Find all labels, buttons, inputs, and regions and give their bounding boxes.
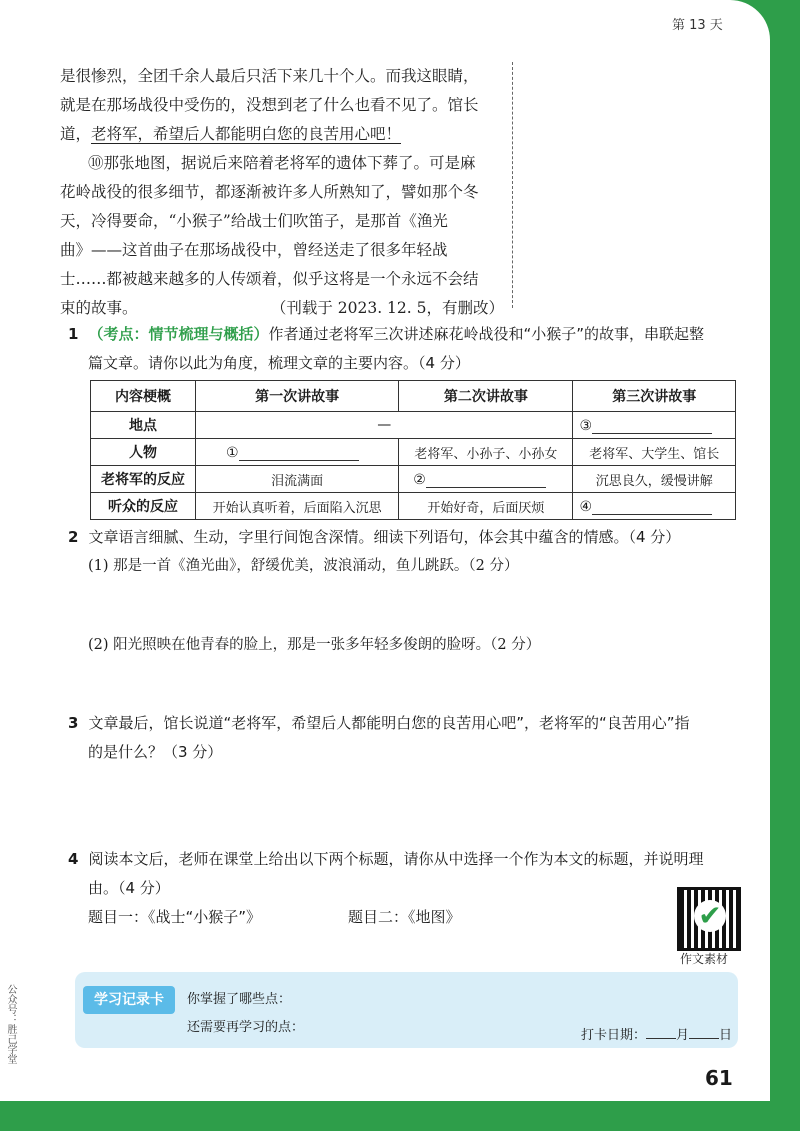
table-header: 第二次讲故事 — [399, 381, 573, 412]
passage-line — [60, 294, 512, 323]
question-text: 阅读本文后，老师在课堂上给出以下两个标题，请你从中选择一个作为本文的标题，并说明理 — [88, 850, 704, 868]
question-3 — [68, 709, 748, 767]
question-text: 文章最后，馆长说道“老将军，希望后人都能明白您的良苦用心吧”，老将军的“良苦用心”指 — [88, 714, 690, 732]
question-1-line — [68, 320, 748, 349]
question-4 — [68, 845, 748, 932]
passage-line: 是很惨烈，全团千余人最后只活下来几十个人。而我这眼睛， — [60, 67, 479, 85]
question-number: 3 — [68, 714, 79, 732]
table-cell: 泪流满面 — [196, 466, 399, 493]
question-4-line: 由。（4 分） — [88, 879, 170, 897]
question-1 — [68, 320, 748, 378]
blank-line — [426, 471, 546, 488]
table-cell: 开始认真听着，后面陷入沉思 — [196, 493, 399, 520]
table-row — [91, 412, 736, 439]
blank-line — [592, 498, 712, 515]
month-label: 月 — [676, 1028, 690, 1043]
question-text: 文章语言细腻、生动，字里行间饱含深情。细读下列语句，体会其中蕴含的情感。（4 分） — [88, 528, 681, 546]
sub-question-1: (1) 那是一首《渔光曲》，舒缓优美，波浪涌动，鱼儿跳跃。（2 分） — [88, 558, 519, 574]
reading-passage — [60, 62, 513, 317]
question-text: 作者通过老将军三次讲述麻花岭战役和“小猴子”的故事，串联起整 — [268, 325, 704, 343]
green-side-border — [770, 0, 800, 1131]
green-bottom-border — [0, 1101, 800, 1131]
study-record-card — [75, 972, 738, 1048]
passage-line: 就是在那场战役中受伤的，没想到老了什么也看不见了。馆长 — [60, 96, 479, 114]
passage-text: 束的故事。 — [60, 299, 138, 317]
card-review-prompt: 还需要再学习的点： — [187, 1020, 305, 1035]
page-number: 61 — [705, 1066, 733, 1090]
table-row — [91, 493, 736, 520]
blank-marker: ④ — [579, 498, 592, 515]
table-header: 第一次讲故事 — [196, 381, 399, 412]
question-2-line — [68, 523, 748, 552]
passage-line: ⑩那张地图，据说后来陪着老将军的遗体下葬了。可是麻 — [88, 154, 476, 172]
passage-line: 曲》——这首曲子在那场战役中，曾经送走了很多年轻战 — [60, 241, 448, 259]
card-mastered-prompt: 你掌握了哪些点： — [187, 992, 292, 1007]
blank-marker: ② — [413, 471, 426, 488]
skill-tag: （考点：情节梳理与概括） — [88, 325, 269, 343]
summary-table — [90, 380, 736, 520]
blank-line — [239, 444, 359, 461]
title-option-1: 题目一：《战士“小猴子”》 — [88, 908, 262, 926]
check-icon: ✔ — [694, 900, 726, 932]
question-3-line: 的是什么？（3 分） — [88, 743, 223, 761]
table-row — [91, 466, 736, 493]
table-header: 第三次讲故事 — [573, 381, 736, 412]
day-blank[interactable] — [689, 1026, 719, 1039]
month-blank[interactable] — [646, 1026, 676, 1039]
table-cell: 老将军、大学生、馆长 — [573, 439, 736, 466]
title-option-2: 题目二：《地图》 — [348, 908, 461, 926]
passage-line: 天，冷得要命，“小猴子”给战士们吹笛子，是那首《渔光 — [60, 212, 448, 230]
table-row — [91, 439, 736, 466]
passage-source: （刊载于 2023. 12. 5，有删改） — [270, 299, 504, 317]
card-badge: 学习记录卡 — [83, 986, 175, 1014]
underlined-quote: 老将军，希望后人都能明白您的良苦用心吧！ — [91, 125, 402, 143]
sub-question-2: (2) 阳光照映在他青春的脸上，那是一张多年轻多俊朗的脸呀。（2 分） — [88, 637, 541, 653]
answer-blank-3[interactable] — [573, 412, 736, 439]
row-label: 老将军的反应 — [91, 466, 196, 493]
table-cell: 老将军、小孙子、小孙女 — [399, 439, 573, 466]
qr-code[interactable] — [677, 887, 741, 951]
answer-blank-1[interactable] — [196, 439, 399, 466]
qr-caption: 作文素材 — [680, 952, 729, 966]
table-cell: 开始好奇，后面厌烦 — [399, 493, 573, 520]
row-label: 听众的反应 — [91, 493, 196, 520]
question-2 — [68, 523, 748, 581]
table-header: 内容梗概 — [91, 381, 196, 412]
blank-line — [592, 417, 712, 434]
question-number: 4 — [68, 850, 79, 868]
passage-line — [60, 120, 512, 149]
question-4-line — [68, 845, 748, 874]
passage-text: 道， — [60, 125, 92, 143]
check-in-date — [581, 1024, 732, 1043]
answer-blank-2[interactable] — [399, 466, 573, 493]
row-label: 人物 — [91, 439, 196, 466]
date-label: 打卡日期： — [581, 1028, 647, 1043]
row-label: 地点 — [91, 412, 196, 439]
side-watermark-text: 公众号：胜己学堂 — [5, 984, 16, 1064]
blank-marker: ① — [226, 444, 239, 461]
question-number: 1 — [68, 325, 79, 343]
blank-marker: ③ — [579, 417, 592, 434]
day-label-text: 日 — [719, 1028, 733, 1043]
title-options — [68, 903, 748, 932]
question-3-line — [68, 709, 748, 738]
table-header-row — [91, 381, 736, 412]
question-number: 2 — [68, 528, 79, 546]
answer-blank-4[interactable] — [573, 493, 736, 520]
question-1-line: 篇文章。请你以此为角度，梳理文章的主要内容。（4 分） — [88, 354, 470, 372]
passage-line: 花岭战役的很多细节，都逐渐被许多人所熟知了，譬如那个冬 — [60, 183, 479, 201]
passage-line: 士……都被越来越多的人传颂着，似乎这将是一个永远不会结 — [60, 270, 479, 288]
day-label: 第 13 天 — [672, 18, 723, 33]
table-cell: 沉思良久，缓慢讲解 — [573, 466, 736, 493]
table-cell: — — [196, 412, 573, 439]
